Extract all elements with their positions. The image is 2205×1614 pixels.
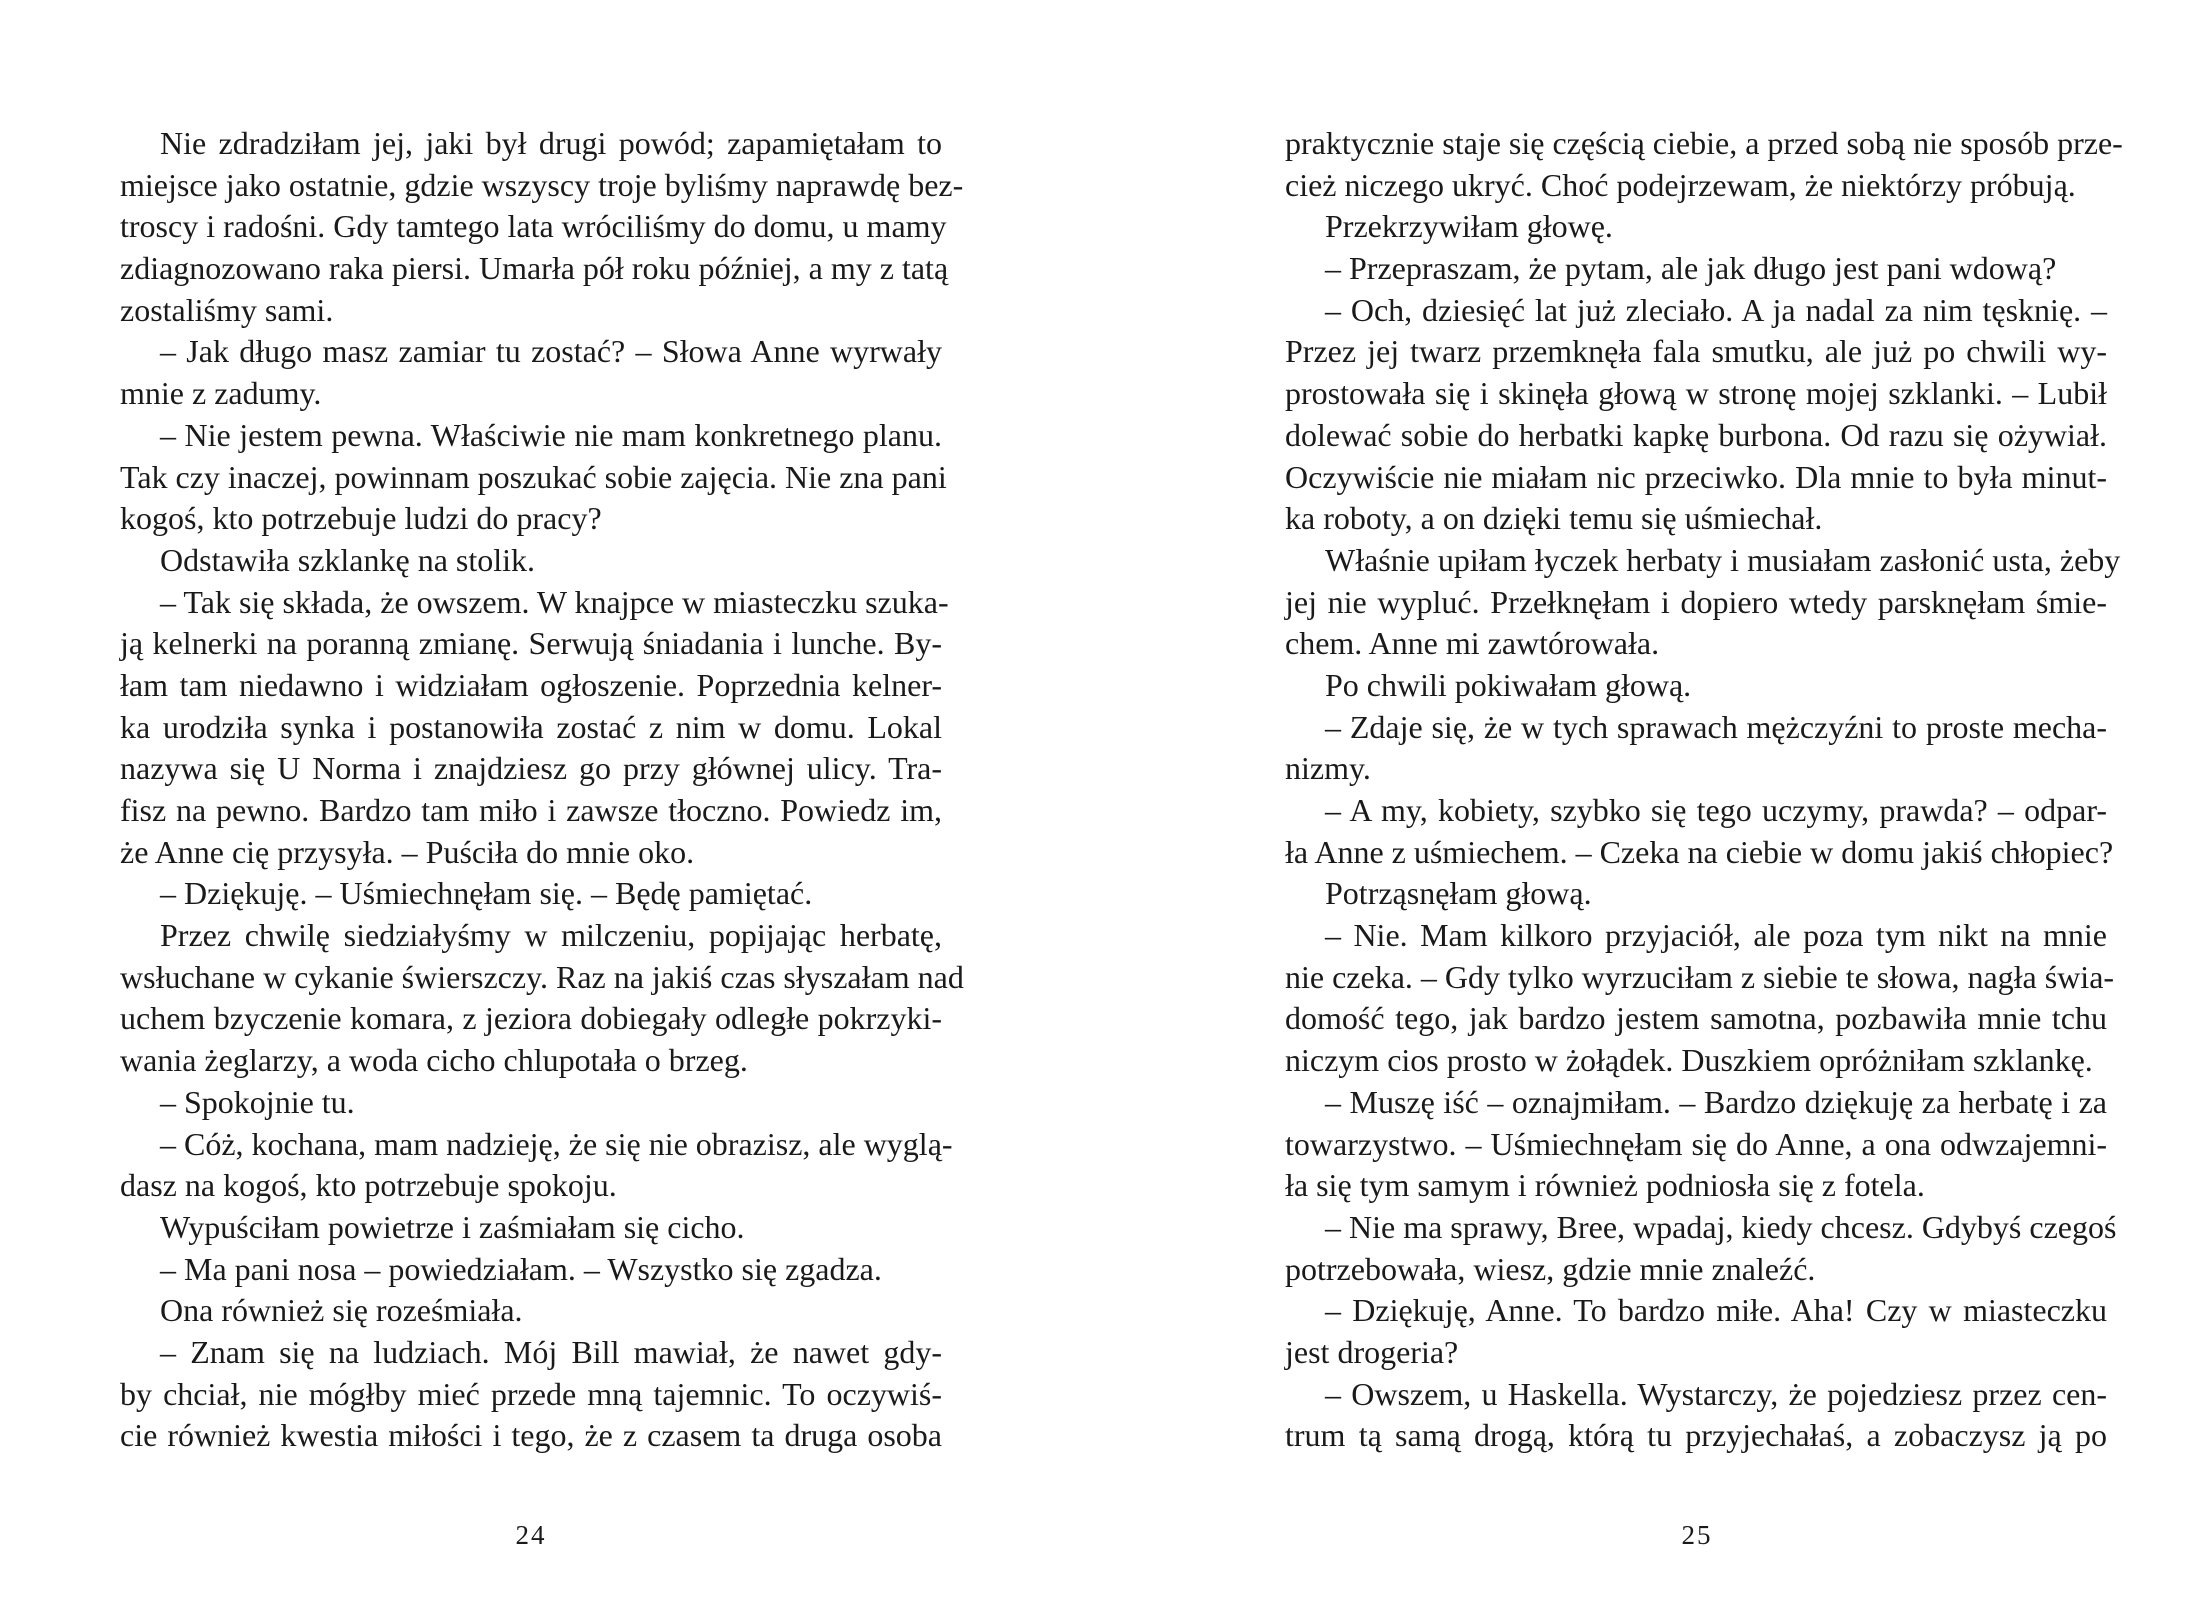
text-line: uchem bzyczenie komara, z jeziora dobiegały odległe pokrzyki- bbox=[120, 1000, 942, 1037]
text-line: wania żeglarzy, a woda cicho chlupotała o brzeg. bbox=[120, 1042, 748, 1079]
text-line: mnie z zadumy. bbox=[120, 375, 322, 412]
text-line: jest drogeria? bbox=[1285, 1333, 1459, 1370]
text-line: Przez chwilę siedziałyśmy w milczeniu, popijając herbatę, bbox=[160, 917, 942, 954]
text-line: Ona również się roześmiała. bbox=[160, 1292, 523, 1329]
text-line: Przez jej twarz przemknęła fala smutku, ale już po chwili wy- bbox=[1285, 333, 2107, 370]
text-line: Wypuściłam powietrze i zaśmiałam się cicho. bbox=[160, 1208, 745, 1245]
text-line: by chciał, nie mógłby mieć przede mną tajemnic. To oczywiś- bbox=[120, 1375, 942, 1412]
text-line: nizmy. bbox=[1285, 750, 1371, 787]
text-line: – Dziękuję. – Uśmiechnęłam się. – Będę pamiętać. bbox=[160, 875, 813, 912]
text-line: towarzystwo. – Uśmiechnęłam się do Anne, a ona odwzajemni- bbox=[1285, 1125, 2107, 1162]
text-line: łam tam niedawno i widziałam ogłoszenie. Poprzednia kelner- bbox=[120, 666, 942, 703]
text-line: zdiagnozowano raka piersi. Umarła pół roku później, a my z tatą bbox=[120, 250, 949, 287]
text-line: niczym cios prosto w żołądek. Duszkiem opróżniłam szklankę. bbox=[1285, 1042, 2093, 1079]
text-line: domość tego, jak bardzo jestem samotna, pozbawiła mnie tchu bbox=[1285, 1000, 2107, 1037]
text-line: Oczywiście nie miałam nic przeciwko. Dla mnie to była minut- bbox=[1285, 458, 2107, 495]
text-line: – Owszem, u Haskella. Wystarczy, że pojedziesz przez cen- bbox=[1325, 1375, 2107, 1412]
text-line: ła Anne z uśmiechem. – Czeka na ciebie w domu jakiś chłopiec? bbox=[1285, 833, 2114, 870]
text-line: miejsce jako ostatnie, gdzie wszyscy troje byliśmy naprawdę bez- bbox=[120, 166, 964, 203]
page-number: 24 bbox=[515, 1520, 547, 1550]
text-line: – Spokojnie tu. bbox=[160, 1083, 355, 1120]
text-line: nie czeka. – Gdy tylko wyrzuciłam z siebie te słowa, nagła świa- bbox=[1285, 958, 2115, 995]
text-line: – Nie. Mam kilkoro przyjaciół, ale poza tym nikt na mnie bbox=[1325, 917, 2107, 954]
text-line: – Jak długo masz zamiar tu zostać? – Słowa Anne wyrwały bbox=[160, 333, 942, 370]
text-line: wsłuchane w cykanie świerszczy. Raz na jakiś czas słyszałam nad bbox=[120, 958, 964, 995]
text-line: chem. Anne mi zawtórowała. bbox=[1285, 625, 1660, 662]
text-line: – Nie jestem pewna. Właściwie nie mam konkretnego planu. bbox=[160, 416, 942, 453]
text-line: – Cóż, kochana, mam nadzieję, że się nie obrazisz, ale wyglą- bbox=[160, 1125, 953, 1162]
text-line: cież niczego ukryć. Choć podejrzewam, że niektórzy próbują. bbox=[1285, 166, 2076, 203]
text-line: Przekrzywiłam głowę. bbox=[1325, 208, 1613, 245]
text-line: dolewać sobie do herbatki kapkę burbona. Od razu się ożywiał. bbox=[1285, 416, 2107, 453]
text-line: – Przepraszam, że pytam, ale jak długo jest pani wdową? bbox=[1325, 250, 2057, 287]
text-line: prostowała się i skinęła głową w stronę mojej szklanki. – Lubił bbox=[1285, 375, 2107, 412]
text-line: praktycznie staje się częścią ciebie, a przed sobą nie sposób prze- bbox=[1285, 125, 2123, 161]
left-page bbox=[0, 0, 1102, 1614]
text-line: – Muszę iść – oznajmiłam. – Bardzo dziękuję za herbatę i za bbox=[1325, 1083, 2107, 1120]
text-line: ka roboty, a on dzięki temu się uśmiechał. bbox=[1285, 500, 1823, 537]
text-line: – Dziękuję, Anne. To bardzo miłe. Aha! Czy w miasteczku bbox=[1325, 1292, 2107, 1329]
right-page-text bbox=[1285, 123, 2123, 1457]
text-line: potrzebowała, wiesz, gdzie mnie znaleźć. bbox=[1285, 1250, 1816, 1287]
text-line: Nie zdradziłam jej, jaki był drugi powód; zapamiętałam to bbox=[160, 125, 942, 161]
text-line: – Znam się na ludziach. Mój Bill mawiał, że nawet gdy- bbox=[160, 1333, 942, 1370]
text-line: – Tak się składa, że owszem. W knajpce w miasteczku szuka- bbox=[160, 583, 949, 620]
text-line: nazywa się U Norma i znajdziesz go przy głównej ulicy. Tra- bbox=[120, 750, 942, 787]
text-line: Potrząsnęłam głową. bbox=[1325, 875, 1592, 912]
text-line: – Zdaje się, że w tych sprawach mężczyźni to proste mecha- bbox=[1325, 708, 2107, 745]
text-line: Po chwili pokiwałam głową. bbox=[1325, 666, 1692, 703]
page-number: 25 bbox=[1681, 1520, 1713, 1550]
text-line: Tak czy inaczej, powinnam poszukać sobie zajęcia. Nie zna pani bbox=[120, 458, 947, 495]
text-line: Odstawiła szklankę na stolik. bbox=[160, 541, 536, 578]
text-line: jej nie wypluć. Przełknęłam i dopiero wtedy parsknęłam śmie- bbox=[1285, 583, 2107, 620]
text-line: ją kelnerki na poranną zmianę. Serwują śniadania i lunche. By- bbox=[120, 625, 942, 662]
text-line: – Ma pani nosa – powiedziałam. – Wszystko się zgadza. bbox=[160, 1250, 882, 1287]
text-line: – Och, dziesięć lat już zleciało. A ja nadal za nim tęsknię. – bbox=[1325, 291, 2107, 328]
text-line: fisz na pewno. Bardzo tam miło i zawsze tłoczno. Powiedz im, bbox=[120, 792, 942, 828]
text-line: kogoś, kto potrzebuje ludzi do pracy? bbox=[120, 500, 602, 537]
right-page bbox=[1103, 0, 2205, 1614]
text-line: że Anne cię przysyła. – Puściła do mnie oko. bbox=[120, 833, 695, 870]
text-line: ka urodziła synka i postanowiła zostać z nim w domu. Lokal bbox=[120, 708, 942, 745]
text-line: dasz na kogoś, kto potrzebuje spokoju. bbox=[120, 1167, 617, 1204]
left-page-text bbox=[120, 123, 964, 1457]
text-line: troscy i radośni. Gdy tamtego lata wróciliśmy do domu, u mamy bbox=[120, 208, 947, 245]
text-line: zostaliśmy sami. bbox=[120, 291, 334, 328]
text-line: ła się tym samym i również podniosła się z fotela. bbox=[1285, 1167, 1925, 1204]
text-line: trum tą samą drogą, którą tu przyjechałaś, a zobaczysz ją po bbox=[1285, 1417, 2107, 1454]
text-line: – Nie ma sprawy, Bree, wpadaj, kiedy chcesz. Gdybyś czegoś bbox=[1325, 1208, 2117, 1245]
text-line: – A my, kobiety, szybko się tego uczymy, prawda? – odpar- bbox=[1325, 792, 2107, 828]
text-line: cie również kwestia miłości i tego, że z czasem ta druga osoba bbox=[120, 1417, 942, 1454]
text-line: Właśnie upiłam łyczek herbaty i musiałam zasłonić usta, żeby bbox=[1325, 541, 2121, 578]
